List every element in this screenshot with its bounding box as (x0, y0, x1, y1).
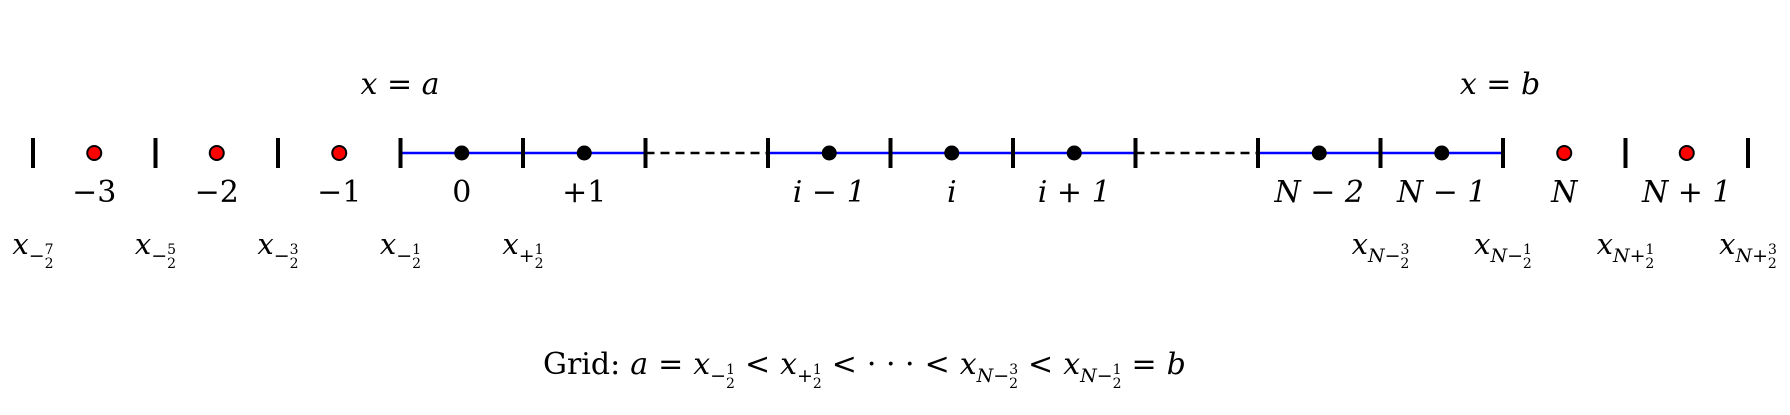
cell-index-label: i (946, 175, 957, 210)
grid-caption: Grid: $a = x_-^1$ $2< x_+^1$ 2< · · · < $x_{N-}^3$ $2< x_{N-}^1$ 2= b (543, 347, 1186, 392)
face-coordinate-label: $x_-^3$ 2 (257, 227, 299, 272)
cell-index-label: i − 1 (792, 175, 866, 210)
ghost-cell-point (332, 146, 346, 160)
left-boundary-label: x = a (360, 67, 440, 102)
interior-cell-point (1312, 146, 1327, 161)
face-coordinate-label: $x_{N-}^1$ 2 (1474, 227, 1532, 272)
cell-index-label: −2 (194, 175, 239, 210)
cell-index-label: i + 1 (1037, 175, 1111, 210)
face-coordinate-label: $x_-^1$ 2 (379, 227, 422, 272)
cell-index-label: N − 2 (1274, 175, 1365, 210)
cell-index-label: +1 (562, 175, 607, 210)
ghost-cell-point (210, 146, 224, 160)
cell-index-label: N + 1 (1641, 175, 1732, 210)
ghost-cell-point (87, 146, 101, 160)
interior-cell-point (944, 146, 959, 161)
cell-index-labels (72, 175, 1731, 210)
interior-cell-point (822, 146, 837, 161)
face-coordinate-labels (12, 227, 1777, 272)
cell-index-label: N − 1 (1396, 175, 1487, 210)
face-coordinate-label: $x_-^7$ 2 (12, 227, 54, 272)
caption-prefix: Grid: (543, 347, 621, 382)
interior-cell-point (1067, 146, 1082, 161)
interior-cell-point (1434, 146, 1449, 161)
face-coordinate-label: $x_+^1$ 2 (502, 227, 544, 272)
interior-cell-point (454, 146, 469, 161)
cell-index-label: N (1551, 175, 1578, 210)
ghost-cell-point (1557, 146, 1571, 160)
face-coordinate-label: $x_{N+}^3$ 2 (1719, 227, 1777, 272)
face-coordinate-label: $x_-^5$ 2 (134, 227, 177, 272)
face-coordinate-label: $x_{N+}^1$ 2 (1596, 227, 1655, 272)
cell-index-label: −3 (72, 175, 117, 210)
cell-index-label: −1 (317, 175, 362, 210)
interior-cell-point (577, 146, 592, 161)
ghost-cell-point (1680, 146, 1694, 160)
right-boundary-label: x = b (1459, 67, 1541, 102)
cell-index-label: 0 (452, 175, 472, 210)
face-coordinate-label: $x_{N-}^3$ 2 (1351, 227, 1410, 272)
